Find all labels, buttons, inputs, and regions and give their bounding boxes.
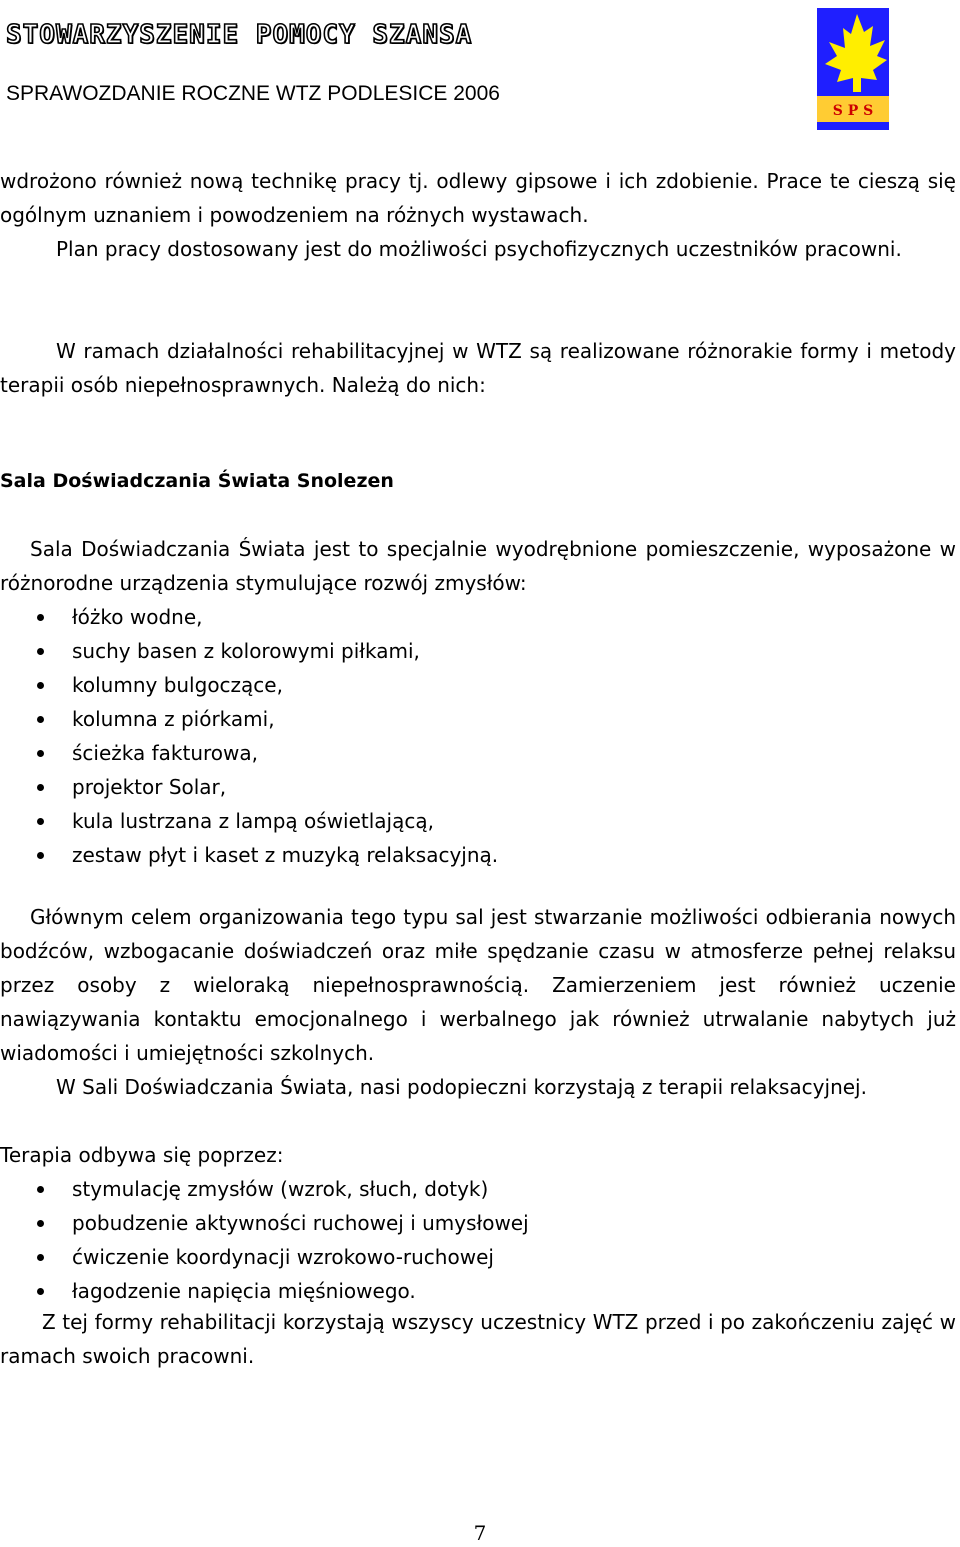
closing-paragraph: Z tej formy rehabilitacji korzystają wszyscy uczestnicy WTZ przed i po zakończeniu zajęć w ramach swoich pracowni. [0,1310,956,1368]
intro-paragraph-1: wdrożono również nową technikę pracy tj. odlewy gipsowe i ich zdobienie. Prace te cieszą się ogólnym uznaniem i powodzeniem na różnych wystawach. [0,169,956,227]
organization-title: STOWARZYSZENIE POMOCY SZANSA [6,20,473,50]
equipment-list [0,600,956,872]
list-item: pobudzenie aktywności ruchowej i umysłowej [0,1206,956,1240]
report-subtitle: SPRAWOZDANIE ROCZNE WTZ PODLESICE 2006 [6,82,500,105]
therapy-intro: Terapia odbywa się poprzez: [0,1143,284,1167]
list-item: kula lustrzana z lampą oświetlającą, [0,804,956,838]
page-number: 7 [473,1521,487,1545]
list-item: projektor Solar, [0,770,956,804]
logo-letters: S P S [832,103,874,119]
list-item: ćwiczenie koordynacji wzrokowo-ruchowej [0,1240,956,1274]
list-item: ścieżka fakturowa, [0,736,956,770]
organization-logo [817,8,889,130]
relax-paragraph: W Sali Doświadczania Świata, nasi podopieczni korzystają z terapii relaksacyjnej. [56,1075,867,1099]
list-item: stymulację zmysłów (wzrok, słuch, dotyk) [0,1172,956,1206]
list-item: kolumna z piórkami, [0,702,956,736]
list-item: łóżko wodne, [0,600,956,634]
goal-paragraph: Głównym celem organizowania tego typu sal jest stwarzanie możliwości odbierania nowych bodźców, wzbogacanie doświadczeń oraz miłe spędzanie czasu w atmosferze pełnej relaksu przez osoby z wieloraką niepełnosprawnością. Zamierzeniem jest również uczenie nawiązywania kontaktu emocjonalnego i werbalnego jak również utrwalanie nabytych już wiadomości i umiejętności szkolnych. [0,905,956,1065]
list-item: suchy basen z kolorowymi piłkami, [0,634,956,668]
intro-paragraph-3: W ramach działalności rehabilitacyjnej w WTZ są realizowane różnorakie formy i metody terapii osób niepełnosprawnych. Należą do nich: [0,339,956,397]
list-item: zestaw płyt i kaset z muzyką relaksacyjną. [0,838,956,872]
therapy-list [0,1172,956,1308]
section-intro: Sala Doświadczania Świata jest to specjalnie wyodrębnione pomieszczenie, wyposażone w różnorodne urządzenia stymulujące rozwój zmysłów: [0,537,956,595]
list-item: łagodzenie napięcia mięśniowego. [0,1274,956,1308]
section-heading: Sala Doświadczania Świata Snolezen [0,470,394,492]
intro-paragraph-2: Plan pracy dostosowany jest do możliwości psychofizycznych uczestników pracowni. [56,237,902,261]
list-item: kolumny bulgoczące, [0,668,956,702]
